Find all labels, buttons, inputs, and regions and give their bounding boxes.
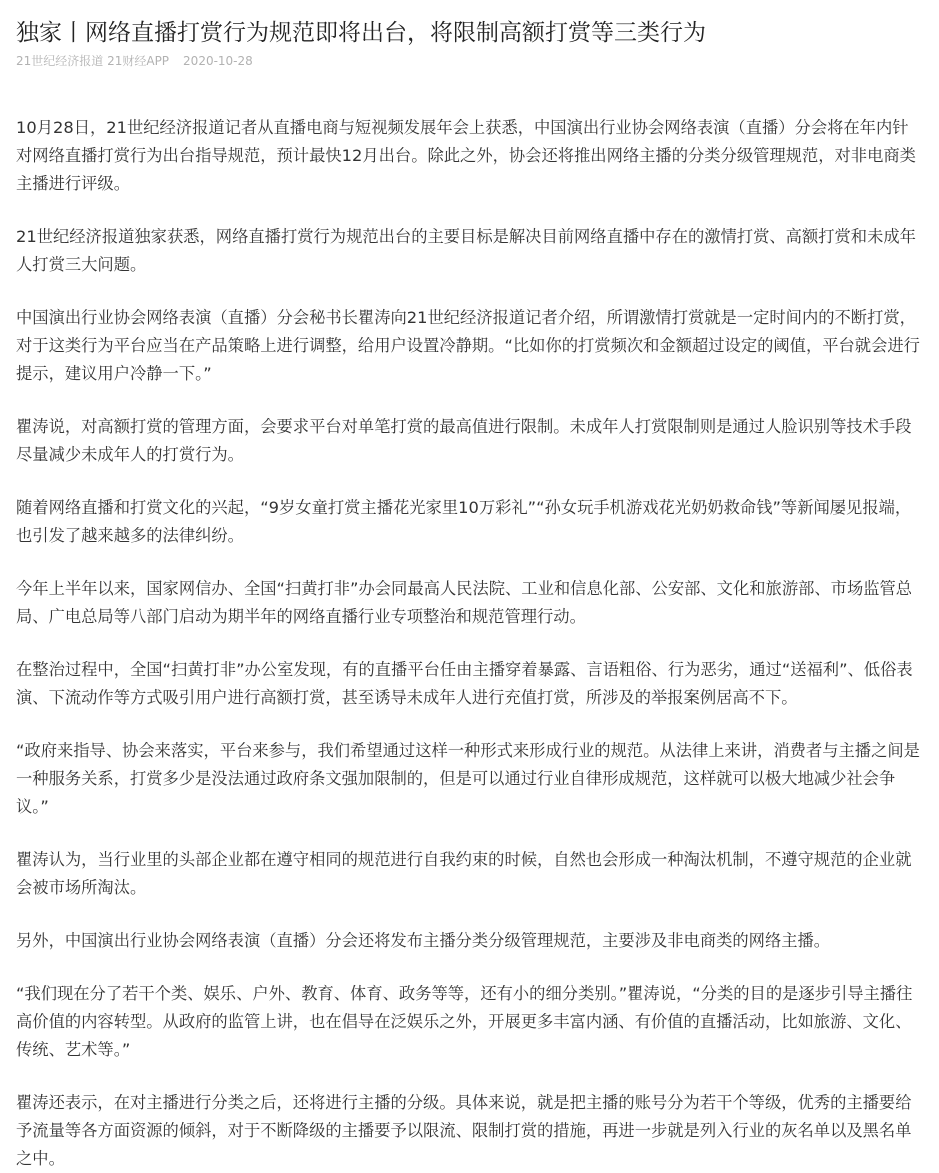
article-paragraph: “我们现在分了若干个类、娱乐、户外、教育、体育、政务等等，还有小的细分类别。”瞿涛说，“分类的目的是逐步引导主播往高价值的内容转型。从政府的监管上讲，也在倡导在泛娱乐之外，开展更多丰富内涵、有价值的直播活动，比如旅游、文化、传统、艺术等。” (16, 984, 913, 1059)
article-paragraph: 另外，中国演出行业协会网络表演（直播）分会还将发布主播分类分级管理规范，主要涉及非电商类的网络主播。 (16, 931, 831, 950)
article-source: 21世纪经济报道 21财经APP (16, 54, 170, 68)
article-paragraph: “政府来指导、协会来落实，平台来参与，我们希望通过这样一种形式来形成行业的规范。从法律上来讲，消费者与主播之间是一种服务关系，打赏多少是没法通过政府条文强加限制的，但是可以通过行业自律形成规范，这样就可以极大地减少社会争议。” (16, 741, 920, 816)
article-body (16, 114, 923, 1173)
article-paragraph: 瞿涛说，对高额打赏的管理方面，会要求平台对单笔打赏的最高值进行限制。未成年人打赏限制则是通过人脸识别等技术手段尽量减少未成年人的打赏行为。 (16, 417, 912, 464)
article-paragraph: 瞿涛认为，当行业里的头部企业都在遵守相同的规范进行自我约束的时候，自然也会形成一种淘汰机制，不遵守规范的企业就会被市场所淘汰。 (16, 850, 912, 897)
article-paragraph: 随着网络直播和打赏文化的兴起，“9岁女童打赏主播花光家里10万彩礼”“孙女玩手机游戏花光奶奶救命钱”等新闻屡见报端，也引发了越来越多的法律纠纷。 (16, 498, 912, 545)
article-paragraph: 10月28日，21世纪经济报道记者从直播电商与短视频发展年会上获悉，中国演出行业协会网络表演（直播）分会将在年内针对网络直播打赏行为出台指导规范，预计最快12月出台。除此之外，协会还将推出网络主播的分类分级管理规范，对非电商类主播进行评级。 (16, 118, 916, 193)
article-meta (16, 52, 923, 70)
article-paragraph: 瞿涛还表示，在对主播进行分类之后，还将进行主播的分级。具体来说，就是把主播的账号分为若干个等级，优秀的主播要给予流量等各方面资源的倾斜，对于不断降级的主播要予以限流、限制打赏的措施，再进一步就是列入行业的灰名单以及黑名单之中。 (16, 1093, 912, 1168)
article-paragraph: 今年上半年以来，国家网信办、全国“扫黄打非”办会同最高人民法院、工业和信息化部、公安部、文化和旅游部、市场监管总局、广电总局等八部门启动为期半年的网络直播行业专项整治和规范管理行动。 (16, 579, 913, 626)
article-paragraph: 中国演出行业协会网络表演（直播）分会秘书长瞿涛向21世纪经济报道记者介绍，所谓激情打赏就是一定时间内的不断打赏，对于这类行为平台应当在产品策略上进行调整，给用户设置冷静期。“比如你的打赏频次和金额超过设定的阈值，平台就会进行提示，建议用户冷静一下。” (16, 308, 920, 383)
article-title: 独家丨网络直播打赏行为规范即将出台，将限制高额打赏等三类行为 (16, 20, 706, 46)
article-paragraph: 21世纪经济报道独家获悉，网络直播打赏行为规范出台的主要目标是解决目前网络直播中存在的激情打赏、高额打赏和未成年人打赏三大问题。 (16, 227, 916, 274)
article-paragraph: 在整治过程中，全国“扫黄打非”办公室发现，有的直播平台任由主播穿着暴露、言语粗俗、行为恶劣，通过“送福利”、低俗表演、下流动作等方式吸引用户进行高额打赏，甚至诱导未成年人进行充值打赏，所涉及的举报案例居高不下。 (16, 660, 913, 707)
article-date: 2020-10-28 (183, 54, 253, 68)
